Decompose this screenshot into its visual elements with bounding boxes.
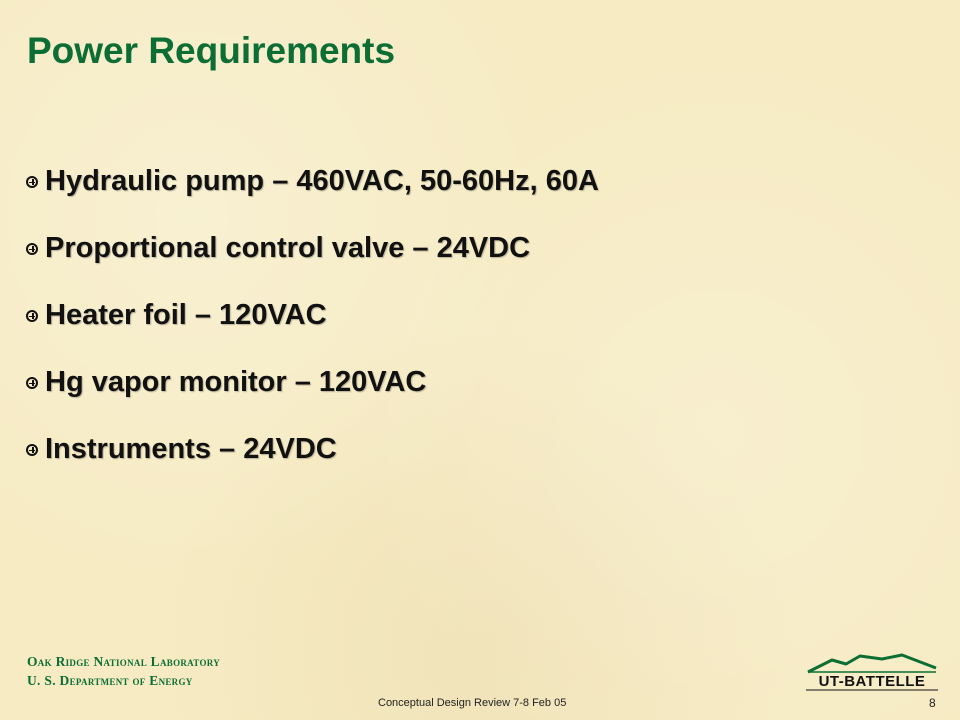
footer-caption: Conceptual Design Review 7-8 Feb 05 <box>378 697 567 709</box>
bullet-item <box>26 148 599 215</box>
circled-plus-bullet-icon <box>26 176 38 188</box>
bullet-text: Proportional control valve – 24VDC <box>45 232 531 264</box>
circled-plus-bullet-icon <box>26 377 38 389</box>
bullet-text: Heater foil – 120VAC <box>45 299 327 331</box>
circled-plus-bullet-icon <box>26 243 38 255</box>
bullet-list <box>26 148 599 483</box>
bullet-text: Instruments – 24VDC <box>45 433 337 465</box>
org-department: U. S. Department of Energy <box>27 673 193 688</box>
page-number: 8 <box>929 696 936 710</box>
logo-text: UT-BATTELLE <box>818 673 926 690</box>
bullet-text: Hg vapor monitor – 120VAC <box>45 366 427 398</box>
bullet-item <box>26 215 599 282</box>
circled-plus-bullet-icon <box>26 310 38 322</box>
org-name: Oak Ridge National Laboratory <box>27 654 221 669</box>
ut-battelle-logo <box>802 650 942 694</box>
bullet-item <box>26 349 599 416</box>
bullet-item <box>26 282 599 349</box>
slide-title: Power Requirements <box>27 30 396 71</box>
bullet-text: Hydraulic pump – 460VAC, 50-60Hz, 60A <box>45 165 599 197</box>
organization-block <box>27 652 220 690</box>
bullet-item <box>26 416 599 483</box>
circled-plus-bullet-icon <box>26 444 38 456</box>
mountain-logo-icon <box>808 655 936 672</box>
